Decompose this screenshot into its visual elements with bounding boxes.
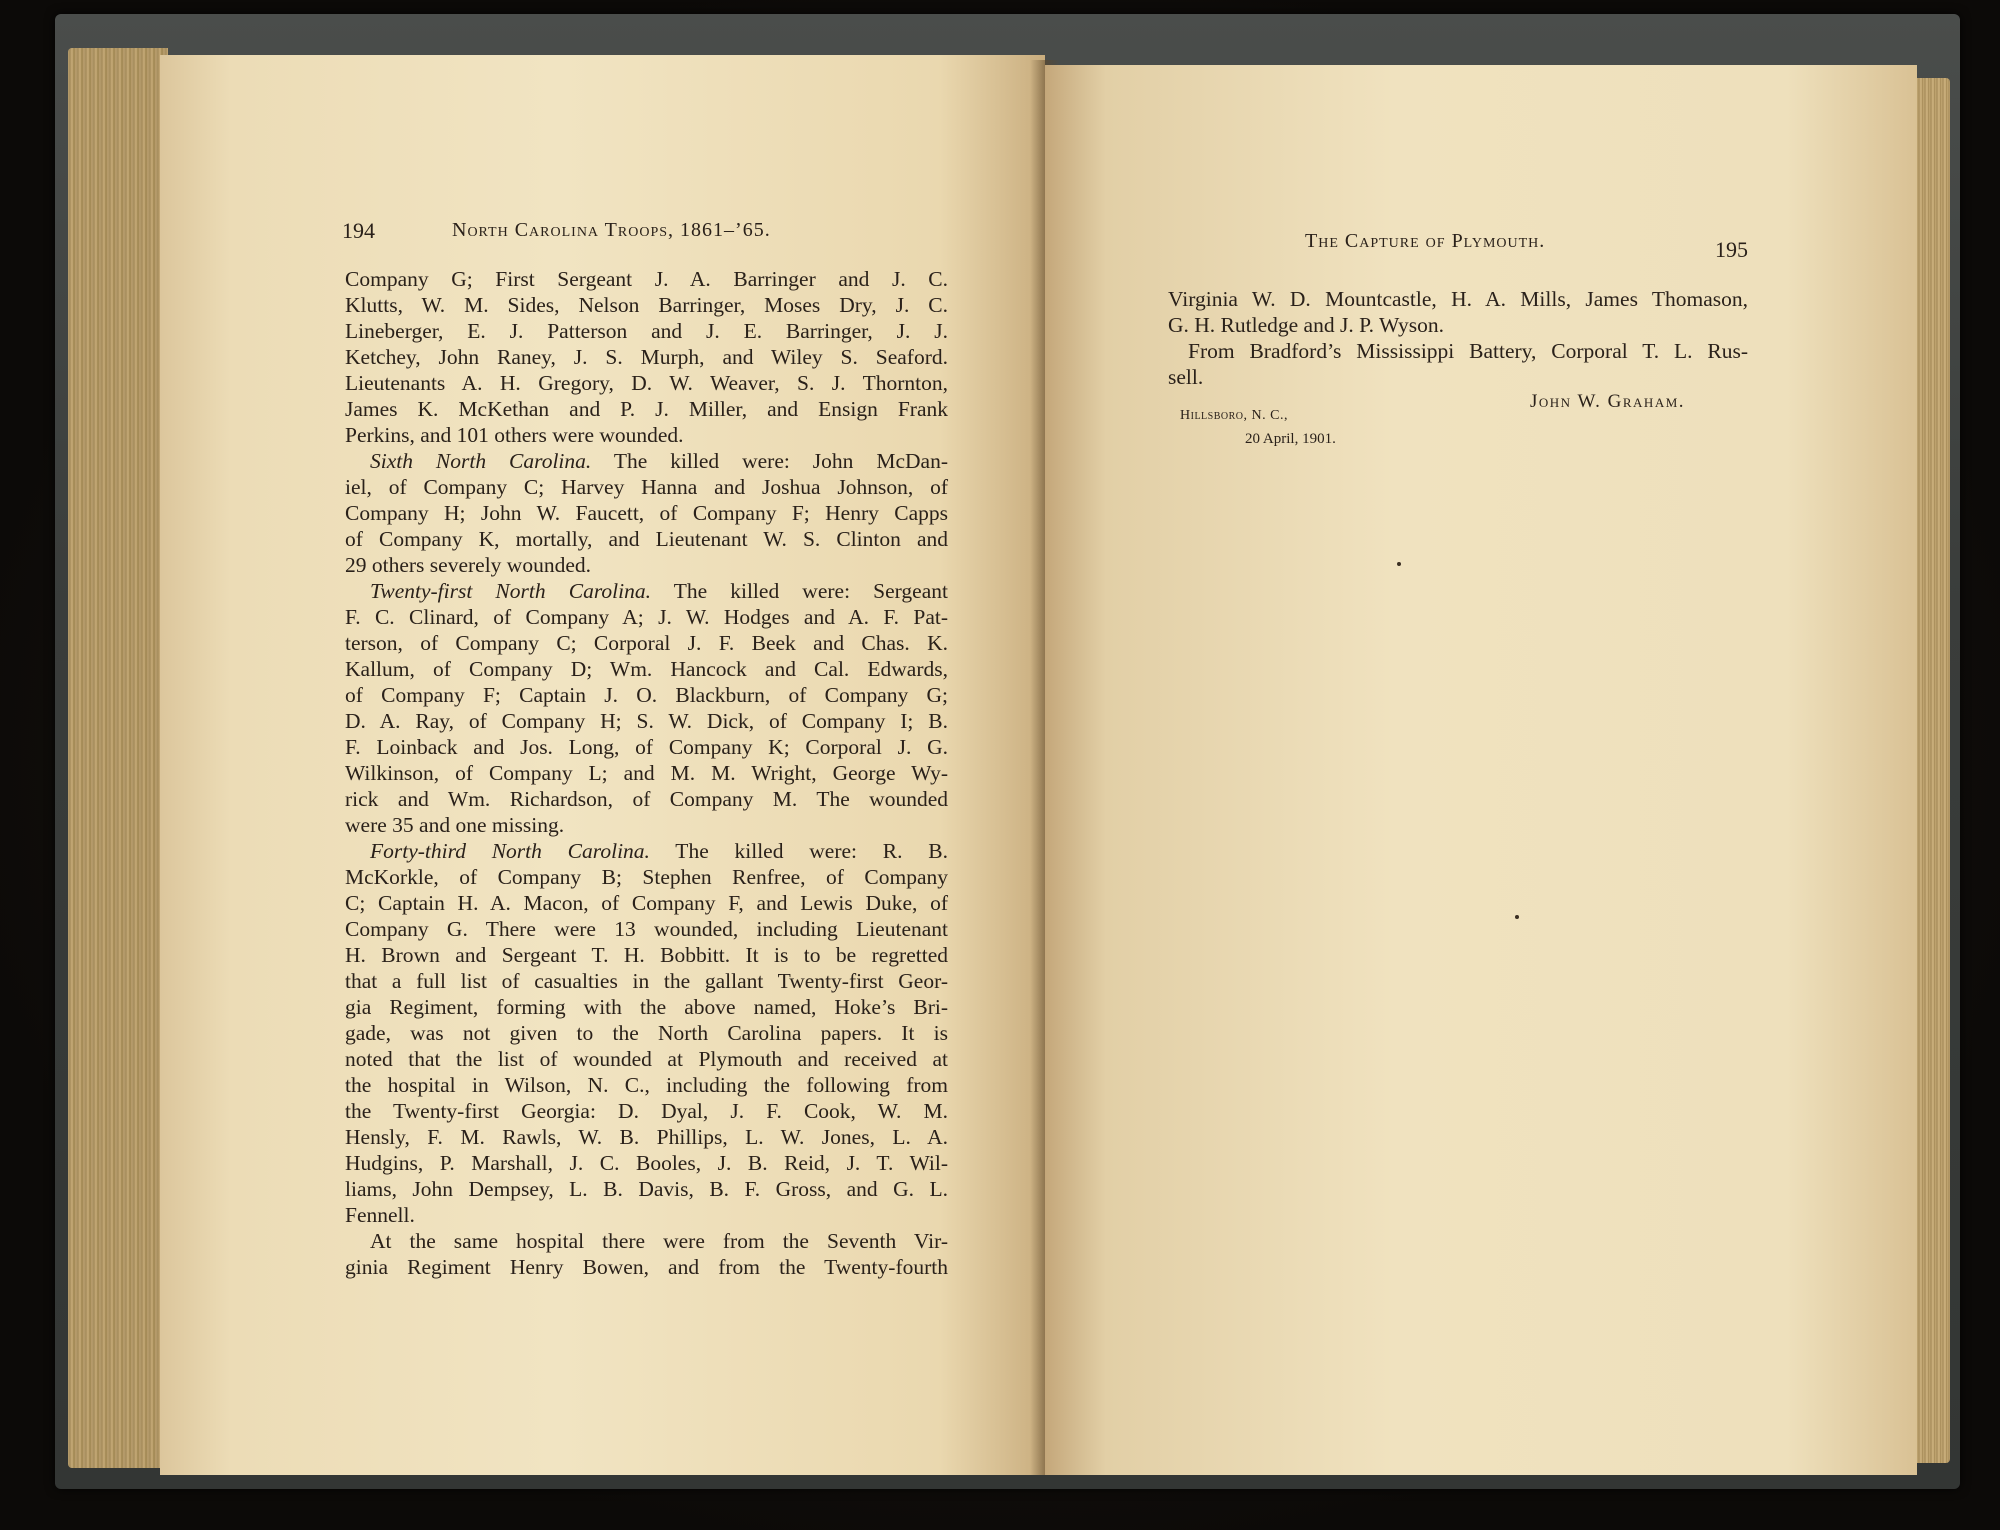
right-running-head: The Capture of Plymouth. (1305, 230, 1546, 252)
body-line: At the same hospital there were from the Seventh Vir- (370, 1229, 948, 1253)
body-line: Wilkinson, of Company L; and M. M. Wright, George Wy- (345, 761, 948, 785)
body-line: Perkins, and 101 others were wounded. (345, 423, 684, 447)
body-line: Company G. There were 13 wounded, including Lieutenant (345, 917, 948, 941)
body-line: H. Brown and Sergeant T. H. Bobbitt. It is to be regretted (345, 943, 948, 967)
body-line: 29 others severely wounded. (345, 553, 591, 577)
left-page-number: 194 (342, 218, 375, 243)
body-line: James K. McKethan and P. J. Miller, and Ensign Frank (345, 397, 948, 421)
body-line: D. A. Ray, of Company H; S. W. Dick, of Company I; B. (345, 709, 948, 733)
body-line: Lieutenants A. H. Gregory, D. W. Weaver, S. J. Thornton, (345, 371, 948, 395)
dateline-place: Hillsboro, N. C., (1180, 408, 1288, 423)
body-line: of Company F; Captain J. O. Blackburn, of Company G; (345, 683, 948, 707)
body-line: Hensly, F. M. Rawls, W. B. Phillips, L. W. Jones, L. A. (345, 1125, 948, 1149)
body-line-rest: The killed were: Sergeant (650, 579, 948, 603)
body-line: McKorkle, of Company B; Stephen Renfree, of Company (345, 865, 948, 889)
body-line: From Bradford’s Mississippi Battery, Corporal T. L. Rus- (1188, 339, 1748, 363)
body-line: gade, was not given to the North Carolina papers. It is (345, 1021, 948, 1045)
body-line: Virginia W. D. Mountcastle, H. A. Mills, James Thomason, (1168, 287, 1748, 311)
body-line: Company G; First Sergeant J. A. Barringer and J. C. (345, 267, 948, 291)
body-line: Fennell. (345, 1203, 415, 1227)
section-heading: Sixth North Carolina. (370, 449, 592, 473)
body-line: were 35 and one missing. (345, 813, 565, 837)
right-page (1045, 65, 1917, 1475)
body-line: of Company K, mortally, and Lieutenant W. S. Clinton and (345, 527, 948, 551)
section-lead-line (370, 451, 948, 473)
body-line: liams, John Dempsey, L. B. Davis, B. F. Gross, and G. L. (345, 1177, 948, 1201)
body-line: F. Loinback and Jos. Long, of Company K; Corporal J. G. (345, 735, 948, 759)
body-line: noted that the list of wounded at Plymouth and received at (345, 1047, 948, 1071)
body-line: Hudgins, P. Marshall, J. C. Booles, J. B. Reid, J. T. Wil- (345, 1151, 948, 1175)
body-line: sell. (1168, 365, 1204, 389)
body-line: the hospital in Wilson, N. C., including the following from (345, 1073, 948, 1097)
body-line: G. H. Rutledge and J. P. Wyson. (1168, 313, 1445, 337)
body-line: Kallum, of Company D; Wm. Hancock and Cal. Edwards, (345, 657, 948, 681)
body-line: the Twenty-first Georgia: D. Dyal, J. F. Cook, W. M. (345, 1099, 948, 1123)
author-signature: John W. Graham. (1530, 391, 1686, 412)
page-edges-left (68, 48, 168, 1468)
right-page-number: 195 (1715, 237, 1748, 262)
body-line: iel, of Company C; Harvey Hanna and Joshua Johnson, of (345, 475, 948, 499)
paper-speck (1515, 915, 1519, 919)
body-line: terson, of Company C; Corporal J. F. Beek and Chas. K. (345, 631, 948, 655)
dateline-date: 20 April, 1901. (1245, 431, 1336, 447)
section-heading: Forty-third North Carolina. (370, 839, 650, 863)
body-line: F. C. Clinard, of Company A; J. W. Hodges and A. F. Pat- (345, 605, 948, 629)
body-line: ginia Regiment Henry Bowen, and from the Twenty-fourth (345, 1255, 948, 1279)
body-line-rest: The killed were: John McDan- (591, 449, 948, 473)
body-line: C; Captain H. A. Macon, of Company F, and Lewis Duke, of (345, 891, 948, 915)
body-line: Ketchey, John Raney, J. S. Murph, and Wiley S. Seaford. (345, 345, 948, 369)
left-page (160, 55, 1045, 1475)
body-line: gia Regiment, forming with the above named, Hoke’s Bri- (345, 995, 948, 1019)
section-heading: Twenty-first North Carolina. (370, 579, 651, 603)
section-lead-line (370, 841, 948, 863)
left-running-head: North Carolina Troops, 1861–’65. (452, 219, 771, 241)
body-line: Lineberger, E. J. Patterson and J. E. Barringer, J. J. (345, 319, 948, 343)
body-line: rick and Wm. Richardson, of Company M. The wounded (345, 787, 948, 811)
body-line: that a full list of casualties in the gallant Twenty-first Geor- (345, 969, 948, 993)
section-lead-line (370, 581, 948, 603)
body-line-rest: The killed were: R. B. (649, 839, 948, 863)
body-line: Klutts, W. M. Sides, Nelson Barringer, Moses Dry, J. C. (345, 293, 948, 317)
paper-speck (1397, 562, 1401, 566)
body-line: Company H; John W. Faucett, of Company F; Henry Capps (345, 501, 948, 525)
